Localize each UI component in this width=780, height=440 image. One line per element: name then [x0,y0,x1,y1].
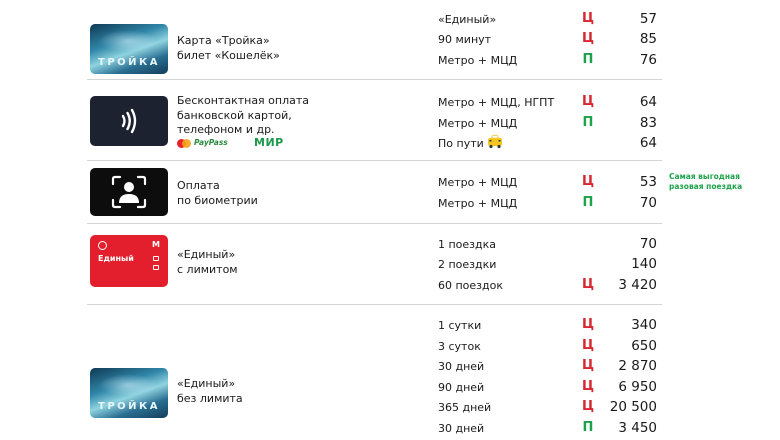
fare-price: 3 420 [618,277,657,293]
fare-mark: Ц [581,11,595,26]
troika-card-image [90,24,168,74]
contactless-description: Бесконтактная оплата банковской картой, телефоном и др. [177,94,310,136]
metro-m-icon: М [152,240,160,249]
fare-mark: Ц [581,277,595,292]
fare-mark: П [582,195,594,210]
fare-label: По пути [438,137,484,150]
fare-label: 1 сутки [438,319,482,332]
fare-price: 140 [631,256,657,272]
metro-logo-icon [98,241,107,250]
fare-mark: П [582,420,594,435]
taxi-icon [487,133,503,149]
fare-mark: Ц [581,399,595,414]
card-chip-icon [153,256,159,261]
fare-price: 85 [639,31,657,47]
fare-label: 90 минут [438,33,492,46]
section-divider [87,160,662,161]
fare-price: 83 [639,115,657,131]
fare-label: Метро + МЦД [438,197,518,210]
edinyi-limit-description: «Единый» с лимитом [177,248,238,276]
fare-price: 650 [631,338,657,354]
fare-label: 60 поездок [438,279,504,292]
edinyi-unlimited-description: «Единый» без лимита [177,377,243,405]
fare-price: 20 500 [609,399,657,415]
fare-mark: Ц [581,379,595,394]
fare-price: 57 [639,11,657,27]
fare-mark: Ц [581,94,595,109]
fare-mark: П [582,115,594,130]
fare-price: 70 [639,236,657,252]
fare-mark: Ц [581,174,595,189]
biometric-description: Оплата по биометрии [177,179,258,207]
fare-label: 2 поездки [438,258,497,271]
fare-mark: Ц [581,317,595,332]
fare-label: 90 дней [438,381,485,394]
edinyi-card-image [90,235,168,287]
biometric-card-image [90,168,168,216]
fare-mark: Ц [581,31,595,46]
fare-price: 6 950 [618,379,657,395]
fare-label: 30 дней [438,422,485,435]
section-divider [87,79,662,80]
fare-label: «Единый» [438,13,497,26]
section-divider [87,223,662,224]
troika-description: Карта «Тройка» билет «Кошелёк» [177,34,280,62]
fare-mark: Ц [581,358,595,373]
best-fare-note: Самая выгодная разовая поездка [669,172,743,191]
fare-label: 30 дней [438,360,485,373]
troika-card-image [90,368,168,418]
fare-label: Метро + МЦД [438,54,518,67]
troika-card-text: ТРОЙКА [98,57,160,68]
fare-label: 1 поездка [438,238,497,251]
section-divider [87,304,662,305]
fare-price: 64 [639,94,657,110]
fare-mark: Ц [581,338,595,353]
fare-price: 340 [631,317,657,333]
contactless-icon [114,106,144,136]
fare-label: Метро + МЦД [438,176,518,189]
contactless-card-image [90,96,168,146]
fare-label: Метро + МЦД [438,117,518,130]
fare-price: 2 870 [618,358,657,374]
face-scan-icon [109,174,149,210]
mir-logo: МИР [254,136,284,149]
fare-label: Метро + МЦД, НГПТ [438,96,555,109]
mastercard-icon [177,139,191,148]
fare-label: 3 суток [438,340,481,353]
paypass-logo: PayPass [194,138,228,147]
edinyi-card-text: Единый [98,254,134,263]
fare-mark: П [582,52,594,67]
fare-price: 3 450 [618,420,657,436]
fare-price: 70 [639,195,657,211]
troika-card-text: ТРОЙКА [98,401,160,412]
fare-price: 64 [639,135,657,151]
fare-label: 365 дней [438,401,492,414]
fare-price: 76 [639,52,657,68]
card-chip-icon [153,265,159,270]
fare-price: 53 [639,174,657,190]
